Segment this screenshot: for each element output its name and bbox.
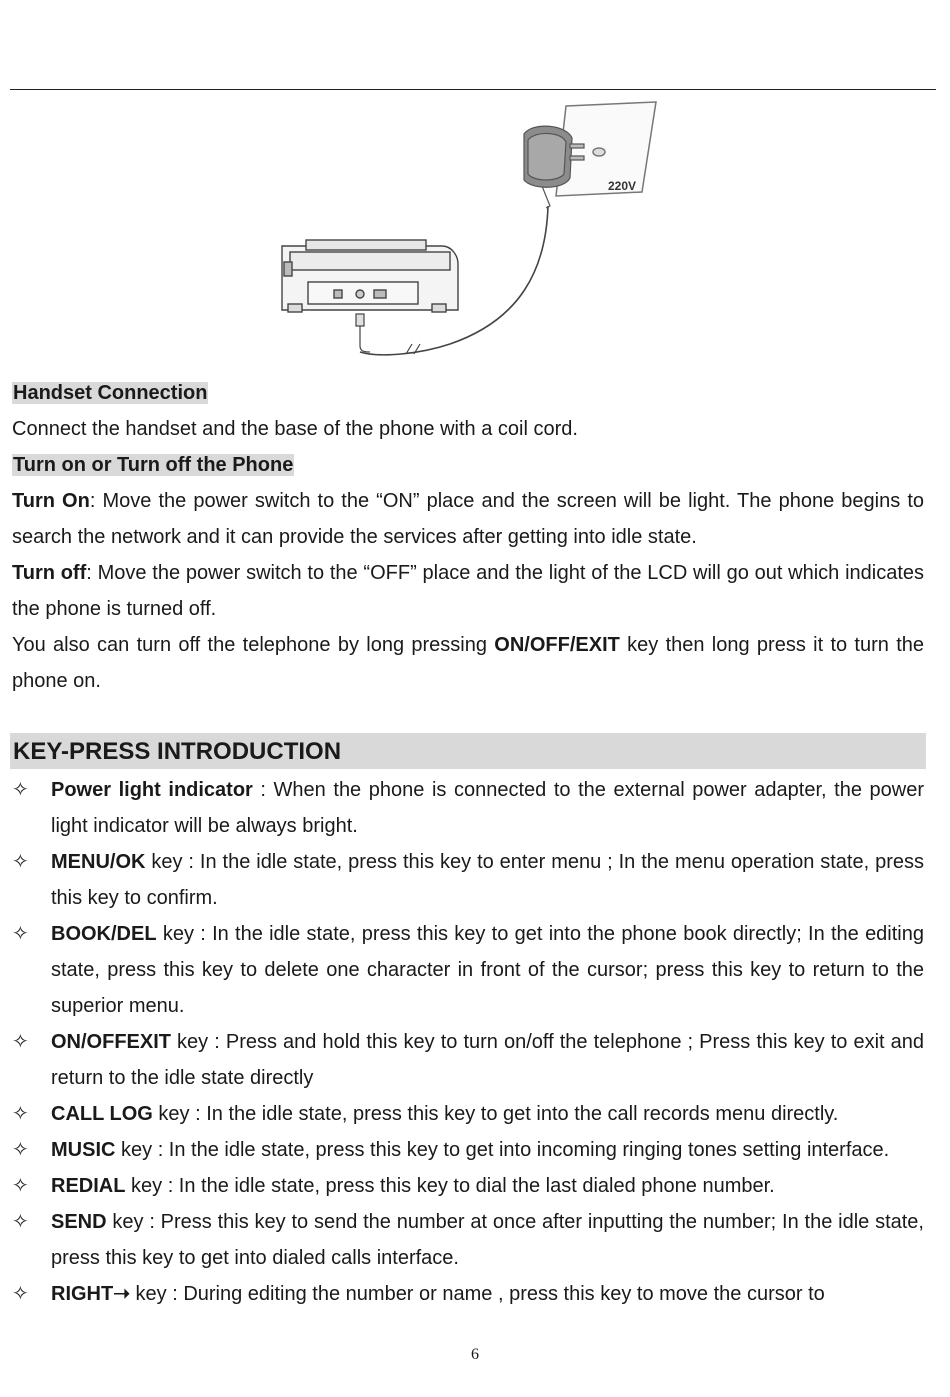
long-press-key: ON/OFF/EXIT xyxy=(494,634,620,656)
bullet-icon: ✧ xyxy=(12,1283,29,1305)
key-text: key : In the idle state, press this key to enter menu ; In the menu operation state, press this key to confirm. xyxy=(51,851,924,909)
key-text: key : In the idle state, press this key to get into incoming ringing tones setting interface. xyxy=(115,1139,890,1161)
list-item xyxy=(12,916,924,1024)
bullet-icon: ✧ xyxy=(12,779,29,801)
list-item xyxy=(12,1132,924,1168)
key-list xyxy=(12,772,924,1312)
list-item xyxy=(12,1204,924,1276)
turn-off-text: : Move the power switch to the “OFF” place and the light of the LCD will go out which indicates the phone is turned off. xyxy=(12,562,925,620)
list-item xyxy=(12,844,924,916)
turn-off-paragraph xyxy=(12,555,924,627)
power-heading xyxy=(12,447,924,483)
key-label: ON/OFFEXIT xyxy=(51,1031,171,1053)
key-text: key : During editing the number or name , press this key to move the cursor to xyxy=(129,1283,825,1305)
key-label: MENU/OK xyxy=(51,851,146,873)
page-number: 6 xyxy=(471,1346,479,1363)
key-label: Power light indicator xyxy=(51,779,253,801)
list-item xyxy=(12,1168,924,1204)
bullet-icon: ✧ xyxy=(12,851,29,873)
bullet-icon: ✧ xyxy=(12,1211,29,1233)
long-press-post: key then long press it to turn the phone on. xyxy=(12,634,924,692)
heading-highlight: Handset Connection xyxy=(13,382,208,404)
handset-connection-body: Connect the handset and the base of the phone with a coil cord. xyxy=(12,418,578,440)
list-item xyxy=(12,1096,924,1132)
turn-on-label: Turn On xyxy=(12,490,90,512)
key-text: key : Press this key to send the number at once after inputting the number; In the idle state, press this key to get into dialed calls interface. xyxy=(51,1211,924,1269)
voltage-label: 220V xyxy=(608,179,637,193)
bullet-icon: ✧ xyxy=(12,1139,29,1161)
key-label: RIGHT➝ xyxy=(51,1283,130,1305)
heading-highlight: Turn on or Turn off the Phone xyxy=(13,454,294,476)
bullet-icon: ✧ xyxy=(12,1031,29,1053)
power-adapter-illustration xyxy=(270,100,670,362)
bullet-icon: ✧ xyxy=(12,1175,29,1197)
list-item xyxy=(12,772,924,844)
key-text: key : Press and hold this key to turn on/off the telephone ; Press this key to exit and return to the idle state directly xyxy=(51,1031,924,1089)
key-label: BOOK/DEL xyxy=(51,923,157,945)
list-item xyxy=(12,1276,924,1312)
section-title: KEY-PRESS INTRODUCTION xyxy=(10,733,926,769)
bullet-icon: ✧ xyxy=(12,1103,29,1125)
long-press-paragraph xyxy=(12,627,924,699)
turn-on-text: : Move the power switch to the “ON” place and the screen will be light. The phone begins to search the network and it can provide the services after getting into idle state. xyxy=(12,490,924,548)
key-label: CALL LOG xyxy=(51,1103,153,1125)
key-text: : When the phone is connected to the external power adapter, the power light indicator will be always bright. xyxy=(51,779,924,837)
key-text: key : In the idle state, press this key to dial the last dialed phone number. xyxy=(125,1175,775,1197)
key-label: REDIAL xyxy=(51,1175,126,1197)
key-label: SEND xyxy=(51,1211,107,1233)
key-label: MUSIC xyxy=(51,1139,116,1161)
long-press-pre: You also can turn off the telephone by long pressing xyxy=(12,634,495,656)
handset-connection-heading xyxy=(12,375,924,411)
list-item xyxy=(12,1024,924,1096)
header-rule xyxy=(10,89,936,90)
phone-base xyxy=(282,240,458,312)
key-text: key : In the idle state, press this key to get into the call records menu directly. xyxy=(152,1103,839,1125)
bullet-icon: ✧ xyxy=(12,923,29,945)
dc-plug xyxy=(356,314,370,352)
turn-on-paragraph xyxy=(12,483,924,555)
key-text: key : In the idle state, press this key to get into the phone book directly; In the editing state, press this key to delete one character in front of the cursor; press this key to return to the superior menu. xyxy=(51,923,924,1017)
turn-off-label: Turn off xyxy=(12,562,87,584)
